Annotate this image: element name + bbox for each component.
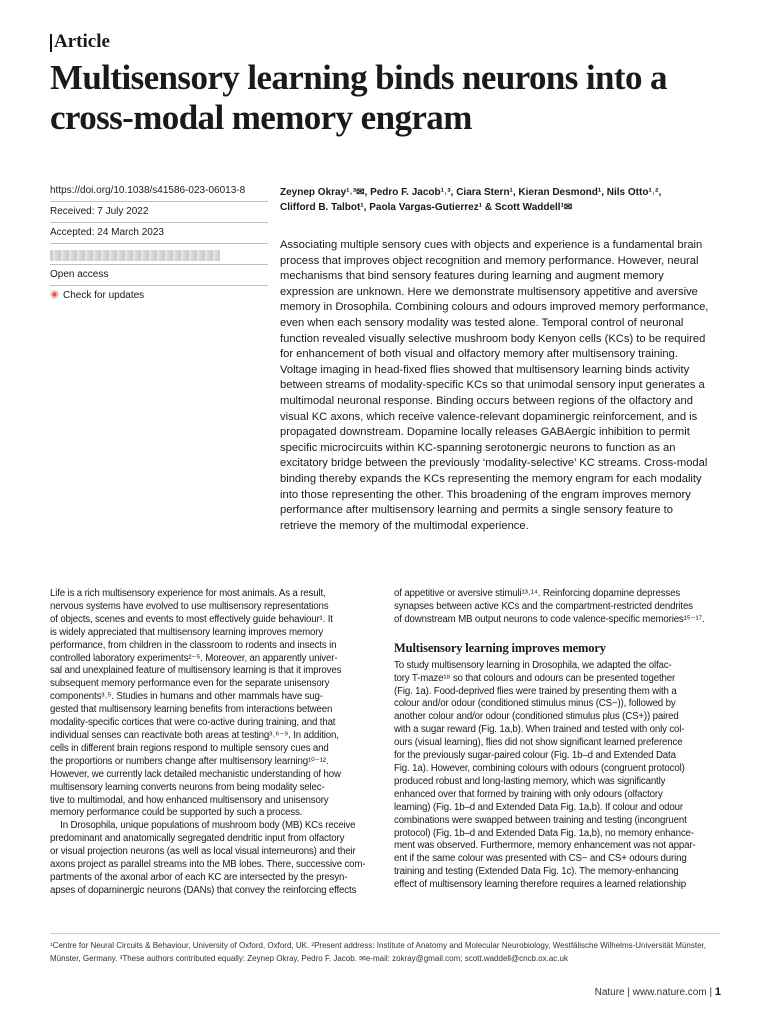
body-line: To study multisensory learning in Drosophila, we adapted the olfac- [394,659,672,671]
article-marker-bar [50,34,52,52]
body-line: modality-specific cortices that were co-active during training, and that [50,717,336,729]
check-updates-label: Check for updates [63,290,145,301]
abstract-line: excitatory bridge between the previously ‘modality-selective’ KC streams. Cross-modal [280,457,708,470]
body-line: components³˒⁵. Studies in humans and other mammals have sug- [50,691,323,703]
body-line: sal and unexplained feature of multisensory learning is that it improves [50,665,342,677]
body-line: produced robust and long-lasting memory, which was significantly [394,775,666,787]
abstract-line: for enhancement of both visual and olfactory memory after multisensory training. [280,348,678,361]
abstract-line: propagated downstream. Dopamine locally releases GABAergic inhibition to permit [280,426,690,439]
footnote-divider [50,933,720,934]
received-date: Received: 7 July 2022 [50,201,268,222]
body-line: nervous systems have evolved to use multisensory representations [50,600,329,612]
abstract-line: Associating multiple sensory cues with objects and experience is a fundamental brain [280,239,703,251]
body-line: the proportions or numbers change after multisensory learning¹⁰⁻¹². [50,755,329,767]
body-line: is widely appreciated that multisensory learning improves memory [50,626,324,638]
abstract-line: between streams of modality-specific KCs so that unimodal sensory input generates a [280,379,705,392]
body-line: However, we currently lack detailed mechanistic understanding of how [50,768,341,780]
open-access-label: Open access [50,264,268,285]
body-column-left [50,588,380,898]
title-line: cross-modal memory engram [50,98,472,137]
page-number: 1 [714,986,721,998]
footnote-line: ¹Centre for Neural Circuits & Behaviour, University of Oxford, Oxford, UK. ²Present address: Institute of Anatomy and Molecular Neurobiology, Westfälische Wilhelms-Universität Münster, [50,941,706,950]
body-line: In Drosophila, unique populations of mushroom body (MB) KCs receive [50,820,356,832]
body-line: for the previously sugar-paired colour (Fig. 1b–d and Extended Data [394,750,676,762]
body-line: synapses between active KCs and the compartment-restricted dendrites [394,600,693,612]
body-line: combinations were swapped between training and testing (incongruent [394,814,687,826]
abstract-line: Voltage imaging in head-fixed flies showed that multisensory learning binds activity [280,363,690,376]
check-updates-link[interactable] [50,285,268,306]
author-line: Clifford B. Talbot¹, Paola Vargas-Gutierrez¹ & Scott Waddell¹✉ [280,202,573,213]
abstract-line: mechanisms that bind sensory features during learning and augment memory [280,270,664,283]
redacted-line [50,243,268,264]
title-line: Multisensory learning binds neurons into a [50,58,667,97]
body-line: or visual projection neurons (as well as local visual interneurons) and their [50,846,356,858]
body-line: ment was observed. Furthermore, memory enhancement was not appar- [394,840,696,852]
body-line: of appetitive or aversive stimuli¹³˒¹⁴. Reinforcing dopamine depresses [394,588,681,599]
abstract-line: even when each sensory modality was tested alone. Temporal control of neuronal [280,316,684,329]
body-line: effect of multisensory learning therefore requires a learned relationship [394,879,687,891]
body-line: tory T-maze¹⁸ so that colours and odours can be presented together [394,672,676,684]
body-line: subsequent memory performance even for the separate unisensory [50,678,330,690]
body-line: learning) (Fig. 1b–d and Extended Data Fig. 1a,b). If colour and odour [394,801,683,813]
page-title [50,58,740,138]
abstract-line: performance after multisensory learning and permits a single sensory feature to [280,504,673,517]
body-line: enhanced over that formed by training with only odours (olfactory [394,788,663,800]
body-line: Fig. 1a). However, combining colours with odours (congruent protocol) [394,762,685,774]
body-line: multisensory learning converts neurons from being modality selec- [50,781,325,793]
body-line: partments of the axonal arbor of each KC are intersected by the presyn- [50,871,348,883]
body-line: of objects, scenes and events to most effectively guide behaviour¹. It [50,613,333,625]
body-line: axons project as parallel streams into the MB lobes. There, successive com- [50,859,366,871]
journal-name: Nature [594,987,625,998]
body-line: controlled laboratory experiments²⁻⁵. Moreover, an apparently univer- [50,652,338,664]
abstract-line: visual KC axons, which receive valence-relevant dopaminergic reinforcement, and is [280,410,698,423]
body-line: memory performance could be supported by such a process. [50,807,303,819]
body-line: protocol) (Fig. 1b–d and Extended Data Fig. 1a,b), no memory enhance- [394,827,694,839]
body-line: Life is a rich multisensory experience for most animals. As a result, [50,588,326,599]
body-line: colour and/or odour (conditioned stimulus minus (CS−)), followed by [394,698,676,710]
body-line: ours (visual learning), flies did not show significant learned preference [394,737,683,749]
body-line: apses of dopaminergic neurons (DANs) that convey the reinforcing effects [50,884,357,896]
affiliations-footnote [50,939,730,965]
body-line: ent if the same colour was presented with CS− and CS+ odours during [394,853,687,865]
body-line: of downstream MB output neurons to code valence-specific memories¹⁵⁻¹⁷. [394,613,705,625]
abstract-line: specific microcircuits within KC-spanning serotonergic neurons to function as an [280,441,676,454]
footnote-line: Münster, Germany. ³These authors contributed equally: Zeynep Okray, Pedro F. Jacob. ✉e-mail: zokray@gmail.com; scott.waddell@cncb.ox.ac.uk [50,954,568,963]
body-line: predominant and anatomically segregated dendritic input from olfactory [50,833,345,845]
body-line: gested that multisensory learning benefits from interactions between [50,704,333,716]
abstract-line: retrieve the memory of the multimodal experience. [280,519,529,532]
redacted-block [50,250,220,261]
body-line: with a sugar reward (Fig. 1a,b). When trained and tested with only col- [394,724,685,736]
body-line: another colour and/or odour (conditioned stimulus plus (CS+)) paired [394,711,679,723]
author-list [280,185,720,215]
body-line: individual senses can reactivate both areas at testing³˒⁶⁻⁹. In addition, [50,729,339,741]
accepted-date: Accepted: 24 March 2023 [50,222,268,243]
author-line: Zeynep Okray¹˒³✉, Pedro F. Jacob¹˒³, Ciara Stern¹, Kieran Desmond¹, Nils Otto¹˒², [280,187,662,198]
article-metadata [50,185,268,306]
doi-link[interactable]: https://doi.org/10.1038/s41586-023-06013-8 [50,185,246,196]
abstract-line: memory in Drosophila. Combining colours and odours improved memory performance, [280,301,709,314]
body-column-right [394,588,724,892]
abstract-line: into those representing the other. This broadening of the engram improves memory [280,488,691,501]
article-type-label: Article [54,31,110,52]
section-heading: Multisensory learning improves memory [394,640,606,655]
body-line: (Fig. 1a). Food-deprived flies were trained by presenting them with a [394,685,677,697]
abstract [280,238,720,534]
body-line: training and testing (Extended Data Fig. 1c). The memory-enhancing [394,866,679,878]
journal-website-link[interactable]: www.nature.com [632,987,707,998]
abstract-line: expression are unknown. Here we demonstrate multisensory appetitive and aversive [280,285,698,298]
body-line: performance, from children in the classroom to rodents and insects in [50,639,337,651]
abstract-line: binding thereby expands the KCs representing the memory engram for each modality [280,472,702,485]
crossmark-icon [50,290,59,299]
body-line: tive to multimodal, and how enhanced multisensory and unisensory [50,794,329,806]
page-footer [595,986,721,998]
abstract-line: multimodal neuronal response. Binding occurs between regions of the olfactory and [280,394,693,407]
body-line: cells in different brain regions respond to multiple sensory cues and [50,742,329,754]
footer-separator: | [709,987,713,998]
footer-separator: | [627,987,630,998]
abstract-line: process that improves object recognition and memory performance. However, neural [280,254,699,267]
abstract-line: function revealed visually selective mushroom body Kenyon cells (KCs) to be required [280,332,706,345]
